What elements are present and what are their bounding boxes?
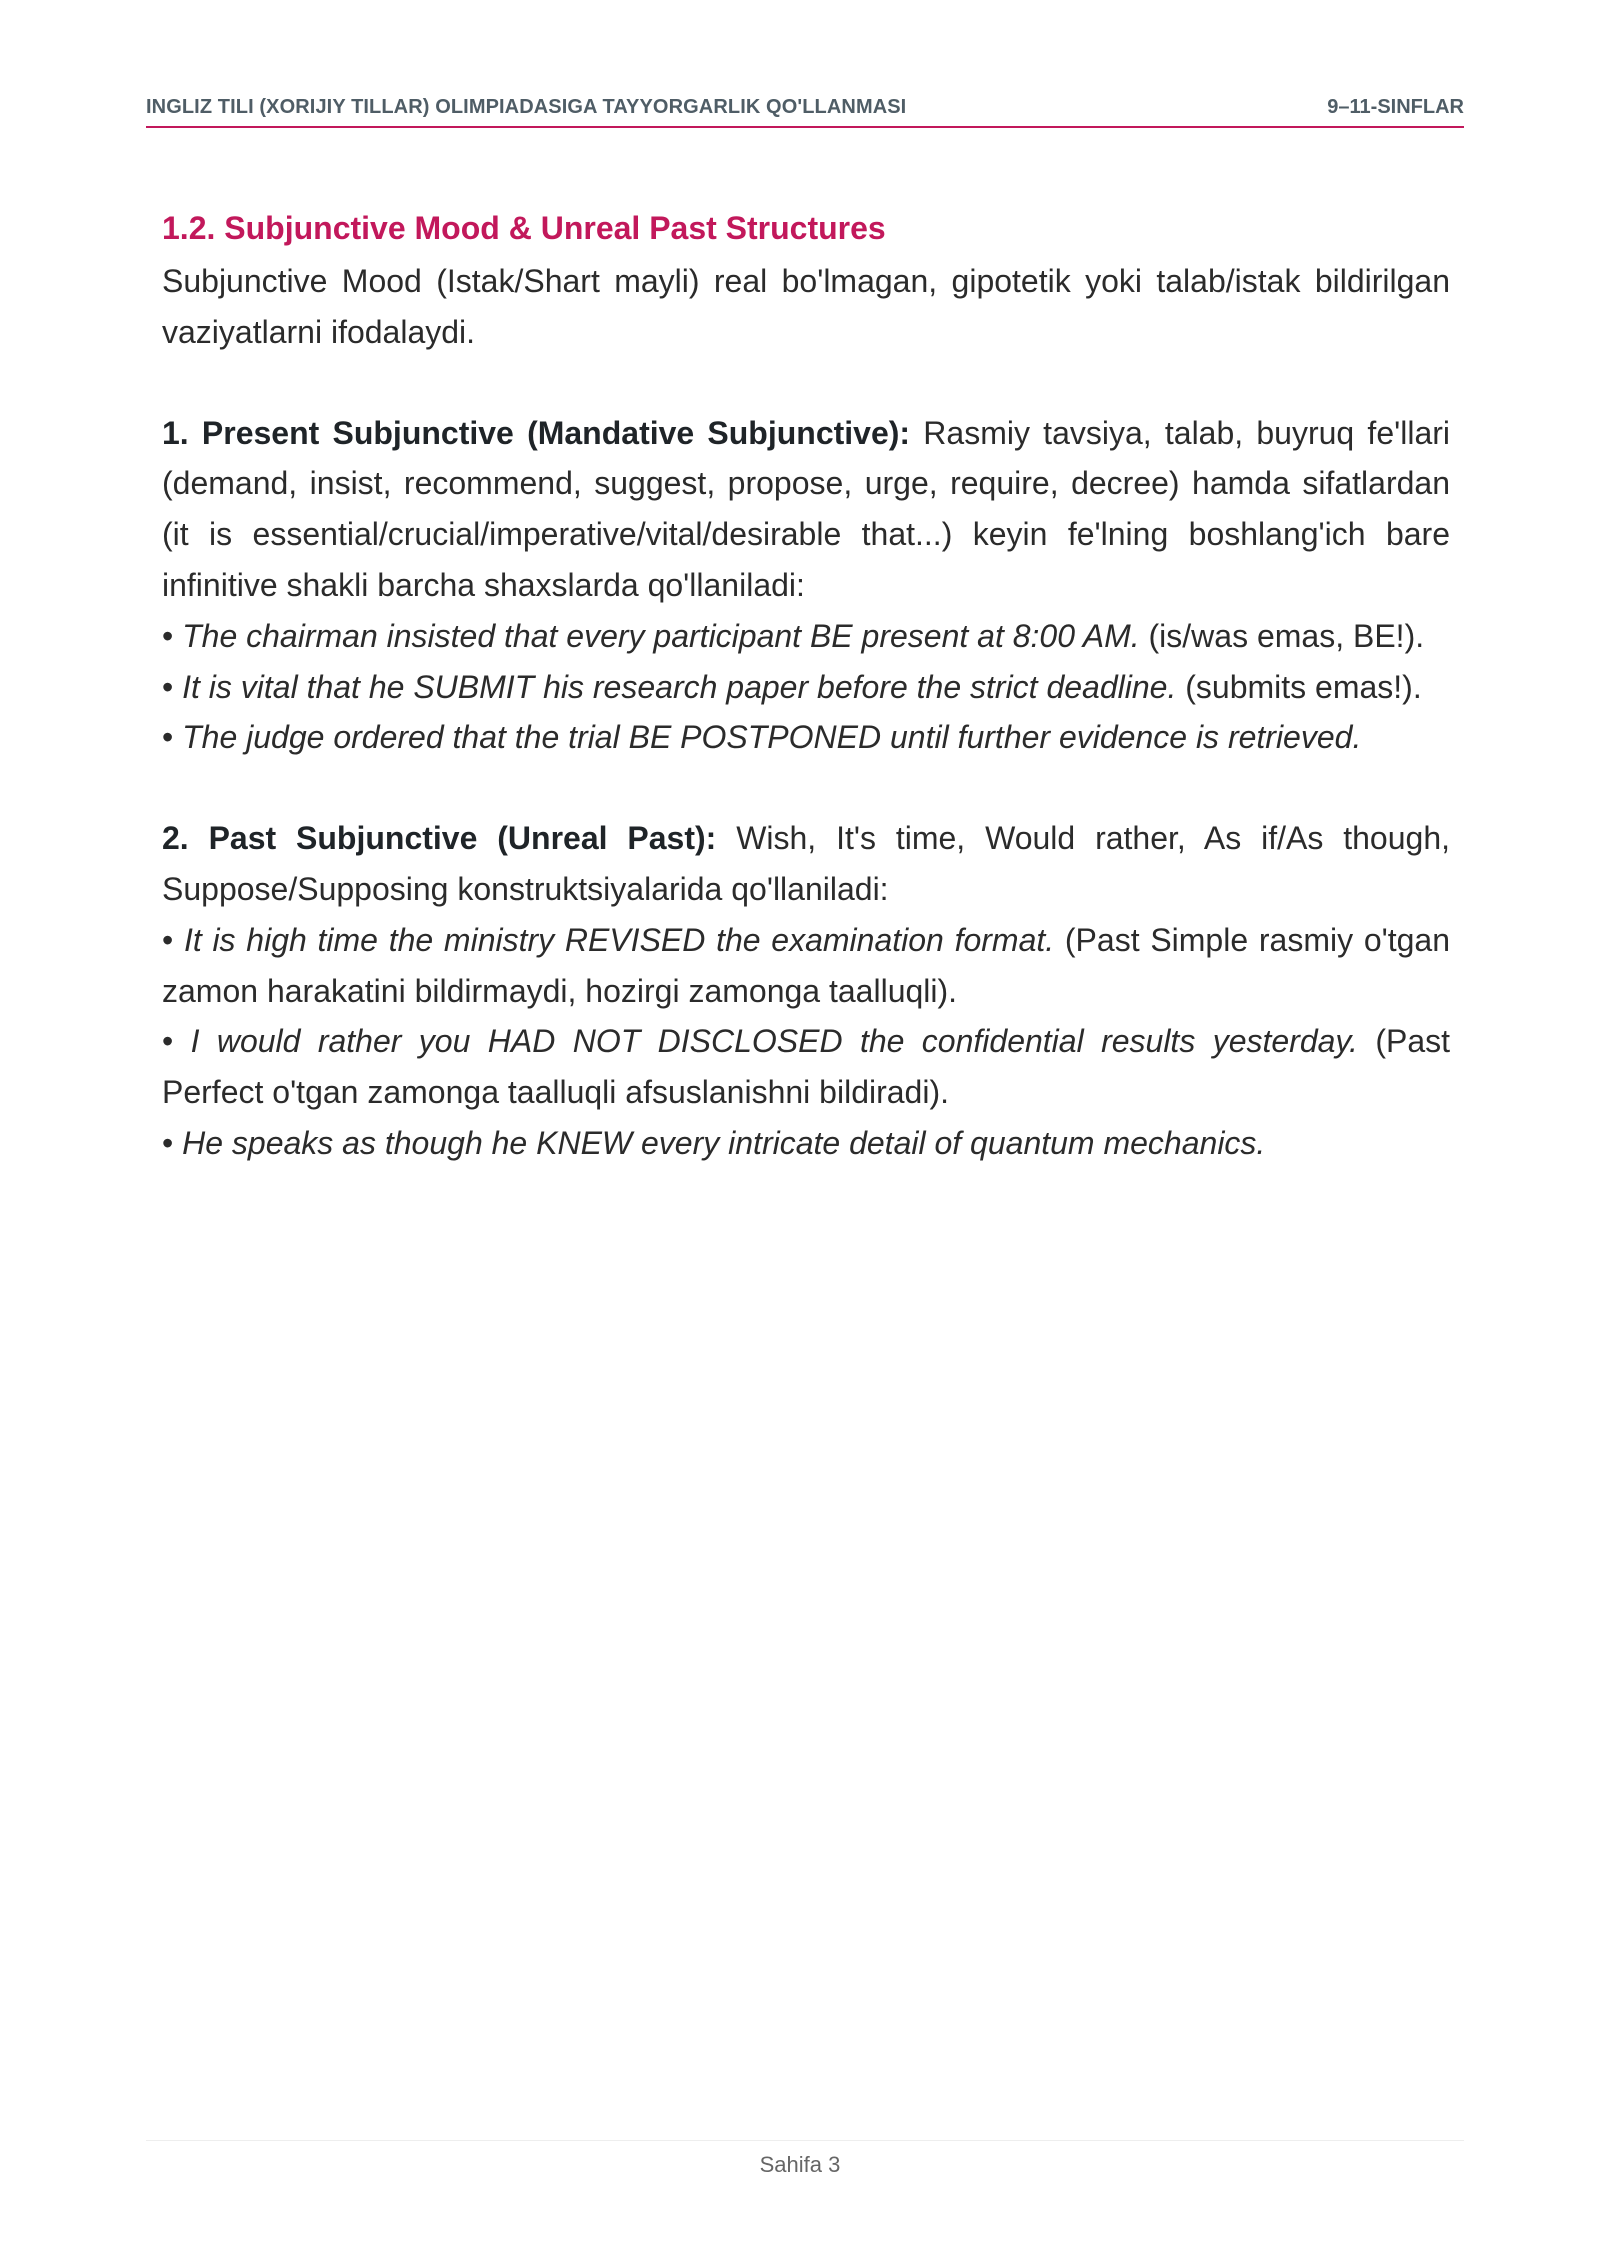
- footer-divider: [146, 2140, 1464, 2141]
- bullet-marker: •: [162, 668, 183, 705]
- example-sentence: The judge ordered that the trial BE POSTPONED until further evidence is retrieved.: [182, 719, 1362, 756]
- present-subjunctive-text: Rasmiy tavsiya, talab, buyruq fe'llari (demand, insist, recommend, suggest, propose, urge, require, decree) hamda sifatlardan (it is essential/crucial/imperative/vital/desirable that...) keyin fe'lning boshlang'ich bare infinitive shakli barcha shaxslarda qo'llaniladi:: [162, 414, 1451, 603]
- example-note: (Past Perfect o'tgan zamonga taalluqli afsuslanishni bildiradi).: [162, 1023, 1450, 1111]
- bullet-marker: •: [162, 1124, 183, 1161]
- example-sentence: It is vital that he SUBMIT his research paper before the strict deadline.: [182, 668, 1177, 705]
- example-item: [162, 712, 1450, 763]
- section-title: 1.2. Subjunctive Mood & Unreal Past Structures: [162, 210, 886, 246]
- past-subjunctive-text: Wish, It's time, Would rather, As if/As though, Suppose/Supposing konstruktsiyalarida qo'llaniladi:: [162, 820, 1450, 907]
- present-subjunctive-heading: 1. Present Subjunctive (Mandative Subjunctive):: [162, 414, 911, 451]
- example-item: [162, 1118, 1450, 1169]
- past-subjunctive-heading: 2. Past Subjunctive (Unreal Past):: [162, 820, 717, 857]
- example-item: [162, 662, 1450, 713]
- example-item: [162, 611, 1450, 662]
- example-note: (submits emas!).: [1176, 668, 1422, 705]
- page-header: [146, 92, 1464, 128]
- bullet-marker: •: [162, 921, 184, 958]
- example-note: (is/was emas, BE!).: [1139, 617, 1425, 654]
- page-number: Sahifa 3: [759, 2152, 841, 2177]
- present-subjunctive-paragraph: [162, 408, 1450, 611]
- header-title: INGLIZ TILI (XORIJIY TILLAR) OLIMPIADASIGA TAYYORGARLIK QO'LLANMASI: [146, 96, 907, 118]
- example-note: (Past Simple rasmiy o'tgan zamon harakatini bildirmaydi, hozirgi zamonga taalluqli).: [162, 921, 1451, 1009]
- example-sentence: It is high time the ministry REVISED the examination format.: [183, 921, 1055, 958]
- example-sentence: I would rather you HAD NOT DISCLOSED the confidential results yesterday.: [190, 1023, 1358, 1060]
- spacer: [162, 358, 1450, 408]
- main-content: [162, 206, 1450, 1169]
- header-grade-label: 9–11-SINFLAR: [1327, 96, 1464, 118]
- intro-paragraph: Subjunctive Mood (Istak/Shart mayli) real bo'lmagan, gipotetik yoki talab/istak bildirilgan vaziyatlarni ifodalaydi.: [162, 263, 1450, 350]
- bullet-marker: •: [162, 617, 183, 654]
- spacer: [162, 763, 1450, 813]
- past-subjunctive-paragraph: [162, 813, 1450, 915]
- example-sentence: The chairman insisted that every participant BE present at 8:00 AM.: [182, 617, 1140, 654]
- example-sentence: He speaks as though he KNEW every intricate detail of quantum mechanics.: [182, 1124, 1266, 1161]
- example-item: [162, 915, 1450, 1017]
- bullet-marker: •: [162, 1023, 191, 1060]
- bullet-marker: •: [162, 719, 183, 756]
- example-item: [162, 1016, 1450, 1118]
